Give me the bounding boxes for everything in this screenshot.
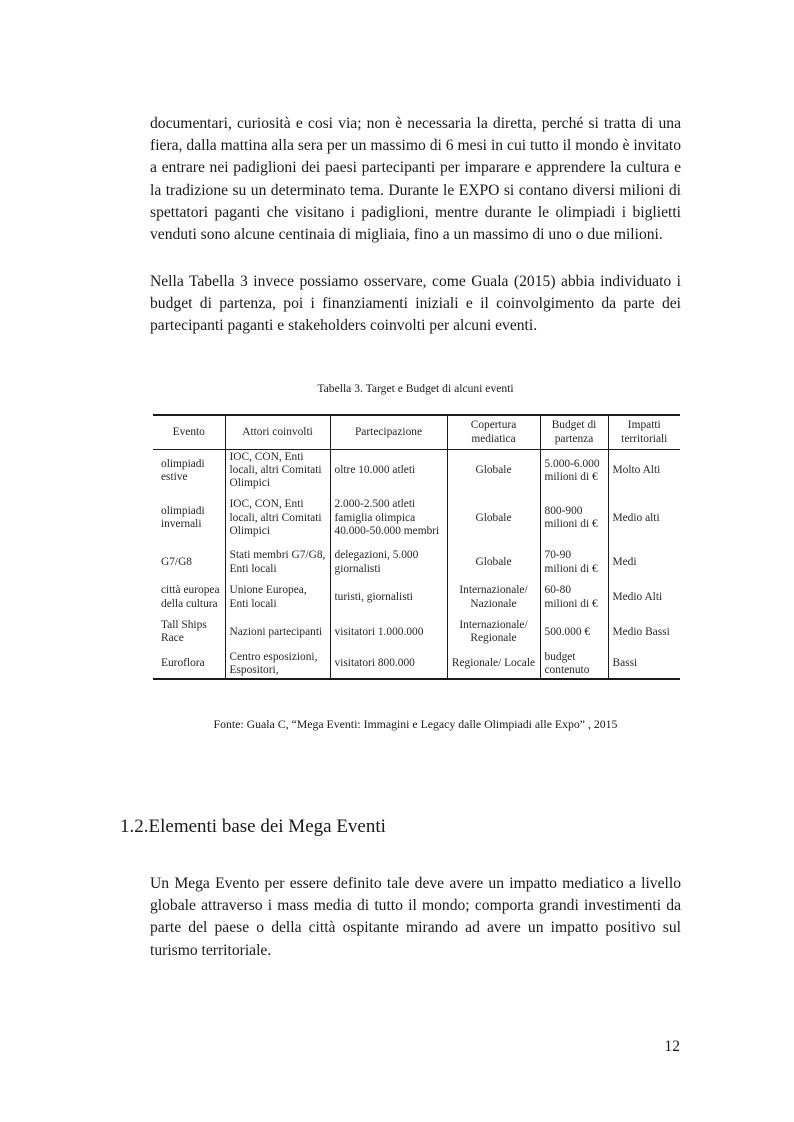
cell-copertura: Internazionale/ Nazionale <box>447 581 540 615</box>
cell-budget: budget contenuto <box>540 650 608 679</box>
page-number: 12 <box>664 1038 680 1055</box>
table-row <box>153 492 680 545</box>
cell-evento: Euroflora <box>153 650 225 679</box>
events-table <box>153 414 680 680</box>
paragraph-table-intro: Nella Tabella 3 invece possiamo osservare, come Guala (2015) abbia individuato i budget di partenza, poi i finanziamenti iniziali e il coinvolgimento da parte dei partecipanti paganti e stakeholders coinvolti per alcuni eventi. <box>150 273 681 335</box>
section-heading: 1.2.Elementi base dei Mega Eventi <box>120 816 386 837</box>
table-row <box>153 615 680 650</box>
events-table-wrapper <box>153 414 680 680</box>
cell-impatti: Bassi <box>608 650 680 679</box>
header-copertura: Copertura mediatica <box>447 415 540 450</box>
cell-attori: IOC, CON, Enti locali, altri Comitati Olimpici <box>225 492 330 545</box>
cell-copertura: Globale <box>447 492 540 545</box>
cell-copertura: Regionale/ Locale <box>447 650 540 679</box>
table-row <box>153 650 680 679</box>
cell-copertura: Globale <box>447 450 540 492</box>
cell-impatti: Molto Alti <box>608 450 680 492</box>
header-evento: Evento <box>153 415 225 450</box>
cell-partecipazione: visitatori 1.000.000 <box>330 615 447 650</box>
table-row <box>153 545 680 581</box>
table-header-row <box>153 415 680 450</box>
cell-attori: IOC, CON, Enti locali, altri Comitati Olimpici <box>225 450 330 492</box>
header-impatti: Impatti territoriali <box>608 415 680 450</box>
table-caption: Tabella 3. Target e Budget di alcuni eventi <box>317 382 514 395</box>
cell-evento: olimpiadi estive <box>161 457 205 483</box>
cell-budget: 60-80 milioni di € <box>540 581 608 615</box>
cell-copertura: Globale <box>447 545 540 581</box>
cell-budget: 70-90 milioni di € <box>540 545 608 581</box>
cell-partecipazione: 2.000-2.500 atleti famiglia olimpica 40.000-50.000 membri <box>330 492 447 545</box>
cell-partecipazione: oltre 10.000 atleti <box>330 450 447 492</box>
cell-partecipazione: turisti, giornalisti <box>330 581 447 615</box>
table-source: Fonte: Guala C, “Mega Eventi: Immagini e Legacy dalle Olimpiadi alle Expo” , 2015 <box>213 717 618 731</box>
cell-evento: città europea della cultura <box>161 584 220 610</box>
cell-budget: 500.000 € <box>540 615 608 650</box>
table-body <box>153 450 680 680</box>
header-budget: Budget di partenza <box>540 415 608 450</box>
cell-attori: Stati membri G7/G8, Enti locali <box>225 545 330 581</box>
cell-impatti: Medi <box>608 545 680 581</box>
cell-budget: 5.000-6.000 milioni di € <box>540 450 608 492</box>
cell-evento: Tall Ships Race <box>161 618 207 645</box>
header-attori: Attori coinvolti <box>225 415 330 450</box>
cell-impatti: Medio alti <box>608 492 680 545</box>
paragraph-mega-event-definition: Un Mega Evento per essere definito tale deve avere un impatto mediatico a livello globale attraverso i mass media di tutto il mondo; comporta grandi investimenti da parte del paese o della città ospitante mirando ad avere un impatto positivo sul turismo territoriale. <box>150 875 681 959</box>
cell-attori: Centro esposizioni, Espositori, <box>225 650 330 679</box>
cell-evento: G7/G8 <box>161 556 193 568</box>
table-row <box>153 581 680 615</box>
cell-attori: Unione Europea, Enti locali <box>225 581 330 615</box>
cell-evento: olimpiadi invernali <box>161 504 205 531</box>
header-partecipazione: Partecipazione <box>330 415 447 450</box>
cell-attori: Nazioni partecipanti <box>225 615 330 650</box>
table-row <box>153 450 680 492</box>
cell-copertura: Internazionale/ Regionale <box>447 615 540 650</box>
cell-partecipazione: delegazioni, 5.000 giornalisti <box>330 545 447 581</box>
cell-partecipazione: visitatori 800.000 <box>330 650 447 679</box>
cell-budget: 800-900 milioni di € <box>540 492 608 545</box>
cell-impatti: Medio Alti <box>608 581 680 615</box>
paragraph-expo-description: documentari, curiosità e cosi via; non è necessaria la diretta, perché si tratta di una fiera, dalla mattina alla sera per un massimo di 6 mesi in cui tutto il mondo è invitato a entrare nei padiglioni dei paesi partecipanti per imparare e apprendere la cultura e la tradizione su un determinato tema. Durante le EXPO si contano diversi milioni di spettatori paganti che visitano i padiglioni, mentre durante le olimpiadi i biglietti venduti sono alcune centinaia di migliaia, fino a un massimo di uno o due milioni. <box>150 115 681 244</box>
cell-impatti: Medio Bassi <box>608 615 680 650</box>
